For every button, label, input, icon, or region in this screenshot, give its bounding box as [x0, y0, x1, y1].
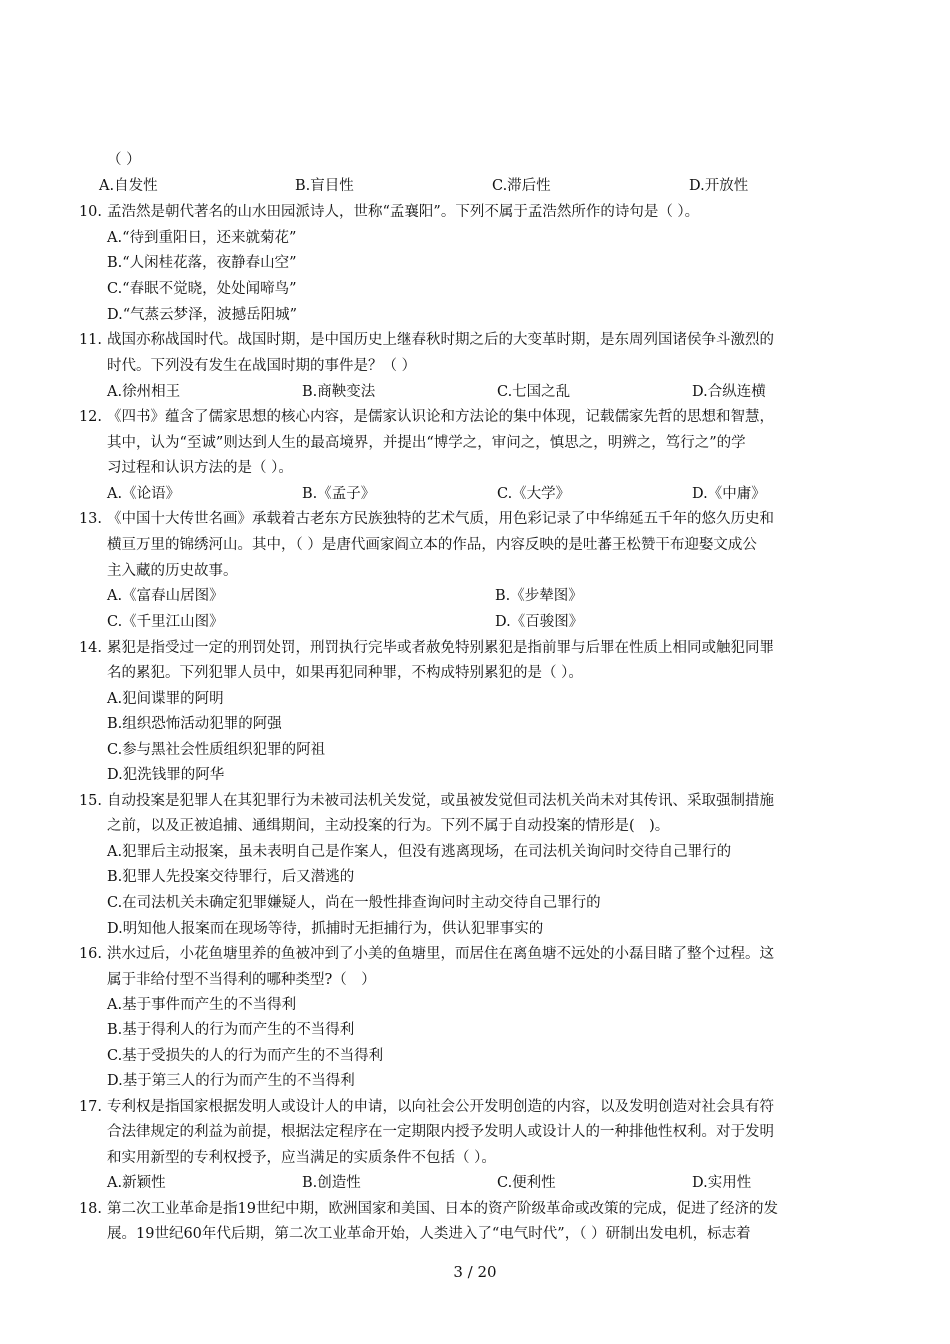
option-c: C.滞后性 [492, 178, 551, 194]
option-d: D.明知他人报案而在现场等待，抓捕时无拒捕行为，供认犯罪事实的 [107, 921, 544, 937]
option-b: B.商鞅变法 [302, 384, 376, 400]
option-b: B.盲目性 [295, 178, 354, 194]
question-text: 孟浩然是朝代著名的山水田园派诗人，世称“孟襄阳”。下列不属于孟浩然所作的诗句是（ ）。 [107, 204, 700, 220]
question-text: 展。19世纪60年代后期，第二次工业革命开始，人类进入了“电气时代”，（ ）研制出发电机，标志着 [107, 1226, 751, 1242]
question-text: 专利权是指国家根据发明人或设计人的申请，以向社会公开发明创造的内容，以及发明创造对社会具有符 [107, 1099, 774, 1115]
question-number: 17. [78, 1099, 102, 1115]
option-d: D.合纵连横 [692, 384, 766, 400]
option-d: D.开放性 [689, 178, 749, 194]
question-text: 主入藏的历史故事。 [107, 563, 238, 579]
question-text: 合法律规定的利益为前提，根据法定程序在一定期限内授予发明人或设计人的一种排他性权利。对于发明 [107, 1124, 774, 1140]
option-c: C.基于受损失的人的行为而产生的不当得利 [107, 1048, 384, 1064]
option-a: A.基于事件而产生的不当得利 [107, 997, 297, 1013]
question-number: 16. [78, 946, 102, 962]
question-text: 战国亦称战国时代。战国时期，是中国历史上继春秋时期之后的大变革时期，是东周列国诸侯争斗激烈的 [107, 332, 774, 348]
option-c: C.“春眠不觉晓，处处闻啼鸟” [107, 281, 297, 297]
question-text: 之前，以及正被追捕、通缉期间，主动投案的行为。下列不属于自动投案的情形是( )。 [107, 818, 670, 834]
option-a: A.“待到重阳日，还来就菊花” [107, 230, 297, 246]
question-number: 11. [78, 332, 102, 348]
question-number: 13. [78, 511, 102, 527]
question-number: 18. [78, 1201, 102, 1217]
question-text: 横亘万里的锦绣河山。其中，（ ）是唐代画家阎立本的作品，内容反映的是吐蕃王松赞干布迎娶文成公 [107, 537, 757, 553]
question-text: 时代。下列没有发生在战国时期的事件是？（ ） [107, 358, 417, 374]
option-c: C.《大学》 [497, 486, 571, 502]
option-b: B.创造性 [302, 1175, 361, 1191]
page-number: 3 / 20 [453, 1263, 497, 1281]
question-text: 属于非给付型不当得利的哪种类型?（ ） [107, 972, 376, 988]
question-number: 10. [78, 204, 102, 220]
question-text: 和实用新型的专利权授予，应当满足的实质条件不包括（ ）。 [107, 1150, 496, 1166]
option-a: A.《论语》 [107, 486, 181, 502]
option-a: A.犯罪后主动报案，虽未表明自己是作案人，但没有逃离现场，在司法机关询问时交待自己罪行的 [107, 844, 732, 860]
question-text: 累犯是指受过一定的刑罚处罚，刑罚执行完毕或者赦免特别累犯是指前罪与后罪在性质上相同或触犯同罪 [107, 640, 774, 656]
option-c: C.在司法机关未确定犯罪嫌疑人，尚在一般性排查询问时主动交待自己罪行的 [107, 895, 601, 911]
option-a: A.犯间谍罪的阿明 [107, 691, 224, 707]
option-b: B.犯罪人先投案交待罪行，后又潜逃的 [107, 869, 355, 885]
option-b: B.组织恐怖活动犯罪的阿强 [107, 716, 282, 732]
option-d: D.犯洗钱罪的阿华 [107, 767, 225, 783]
option-b: B.基于得利人的行为而产生的不当得利 [107, 1022, 355, 1038]
option-d: D.基于第三人的行为而产生的不当得利 [107, 1073, 355, 1089]
question-text: 自动投案是犯罪人在其犯罪行为未被司法机关发觉，或虽被发觉但司法机关尚未对其传讯、采取强制措施 [107, 793, 774, 809]
question-text: 《中国十大传世名画》承载着古老东方民族独特的艺术气质，用色彩记录了中华绵延五千年的悠久历史和 [107, 511, 774, 527]
option-d: D.《百骏图》 [495, 614, 584, 630]
option-d: D.《中庸》 [692, 486, 766, 502]
option-d: D.“气蒸云梦泽，波撼岳阳城” [107, 307, 298, 323]
option-d: D.实用性 [692, 1175, 752, 1191]
option-b: B.《步辇图》 [495, 588, 583, 604]
question-text: 习过程和认识方法的是（ ）。 [107, 460, 293, 476]
question-text: 洪水过后，小花鱼塘里养的鱼被冲到了小美的鱼塘里，而居住在离鱼塘不远处的小磊目睹了整个过程。这 [107, 946, 774, 962]
option-a: A.徐州相王 [107, 384, 181, 400]
question-number: 14. [78, 640, 102, 656]
option-c: C.便利性 [497, 1175, 556, 1191]
question-text: 其中，认为“至诚”则达到人生的最高境界，并提出“博学之，审问之，慎思之，明辨之，笃行之”的学 [107, 435, 746, 451]
question-text: 《四书》蕴含了儒家思想的核心内容，是儒家认识论和方法论的集中体现，记载儒家先哲的思想和智慧， [107, 409, 774, 425]
option-a: A.新颖性 [107, 1175, 166, 1191]
option-a: A.《富春山居图》 [107, 588, 224, 604]
option-c: C.七国之乱 [497, 384, 571, 400]
question-number: 12. [78, 409, 102, 425]
option-a: A.自发性 [99, 178, 158, 194]
question-text: 第二次工业革命是指19世纪中期，欧洲国家和美国、日本的资产阶级革命或改策的完成，促进了经济的发 [107, 1201, 778, 1217]
question-number: 15. [78, 793, 102, 809]
question-text: 名的累犯。下列犯罪人员中，如果再犯同种罪，不构成特别累犯的是（ ）。 [107, 665, 583, 681]
option-c: C.参与黑社会性质组织犯罪的阿祖 [107, 742, 326, 758]
option-c: C.《千里江山图》 [107, 614, 224, 630]
option-b: B.《孟子》 [302, 486, 376, 502]
option-b: B.“人闲桂花落，夜静春山空” [107, 255, 297, 271]
blank-parentheses: （ ） [107, 152, 141, 168]
